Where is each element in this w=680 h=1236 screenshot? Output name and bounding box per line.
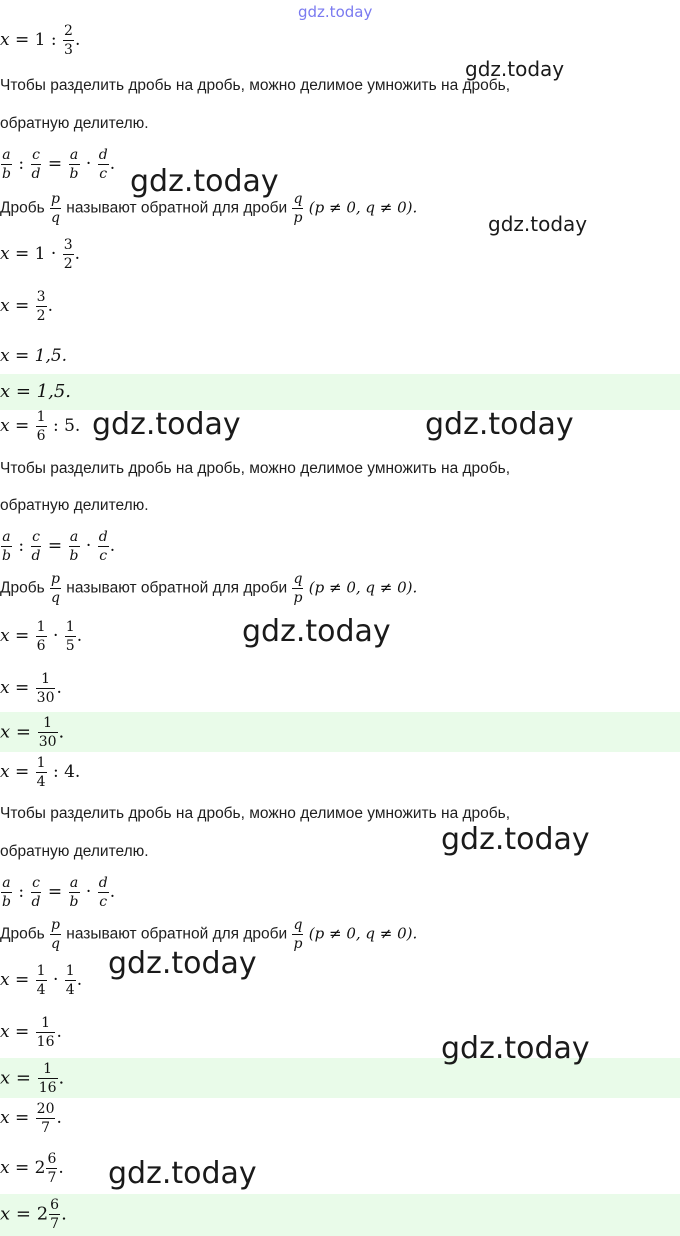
watermark: gdz.today — [441, 1031, 590, 1066]
equation-step: x = $\frac{1}{16}$ . — [0, 1015, 62, 1050]
rule-text: Чтобы разделить дробь на дробь, можно делимое умножить на дробь, — [0, 77, 511, 94]
equation-step: x = $\frac{1}{30}$ . — [0, 671, 62, 706]
fraction: $\frac{2}{3}$ — [64, 23, 73, 58]
rule-text: Чтобы разделить дробь на дробь, можно делимое умножить на дробь, — [0, 805, 511, 822]
answer: x = 1,5. — [0, 381, 72, 402]
equation-start: x = $\frac{1}{4}$ : 4. — [0, 755, 81, 790]
watermark: gdz.today — [108, 946, 257, 981]
watermark: gdz.today — [108, 1156, 257, 1191]
watermark: gdz.today — [130, 164, 279, 199]
watermark: gdz.today — [425, 407, 574, 442]
equation-step: x = $\frac{20}{7}$ . — [0, 1101, 62, 1136]
equation-step: x = 2 $\frac{6}{7}$ . — [0, 1151, 64, 1186]
answer-highlight — [0, 374, 680, 410]
watermark: gdz.today — [92, 407, 241, 442]
watermark: gdz.today — [441, 822, 590, 857]
division-formula: $\frac{a}{b}$ : $\frac{c}{d}$ = $\frac{a}{b}$ · $\frac{d}{c}$ . — [2, 529, 116, 564]
equation-step: x = $\frac{1}{4}$ · $\frac{1}{4}$ . — [0, 963, 83, 998]
answer-highlight — [0, 712, 680, 752]
watermark: gdz.today — [488, 212, 588, 236]
equation-result: x = 1,5. — [0, 346, 68, 366]
equation-start: x = 1 : $\frac{2}{3}$ . — [0, 23, 81, 58]
reciprocal-definition: Дробь $\frac{p}{q}$ называют обратной для дроби $\frac{q}{p}$ (p ≠ 0, q ≠ 0). — [0, 917, 418, 952]
equation-step: x = $\frac{1}{6}$ · $\frac{1}{5}$ . — [0, 619, 83, 654]
division-formula: $\frac{a}{b}$ : $\frac{c}{d}$ = $\frac{a}{b}$ · $\frac{d}{c}$ . — [2, 147, 116, 182]
equation-start: x = $\frac{1}{6}$ : 5. — [0, 409, 81, 444]
rule-text: Чтобы разделить дробь на дробь, можно делимое умножить на дробь, — [0, 460, 511, 477]
reciprocal-definition: Дробь $\frac{p}{q}$ называют обратной для дроби $\frac{q}{p}$ (p ≠ 0, q ≠ 0). — [0, 571, 418, 606]
equation-step: x = $\frac{3}{2}$ . — [0, 289, 53, 324]
rule-text: обратную делителю. — [0, 843, 149, 860]
watermark: gdz.today — [465, 57, 565, 81]
watermark: gdz.today — [298, 3, 373, 21]
equation-step: x = 1 · $\frac{3}{2}$ . — [0, 237, 81, 272]
division-formula: $\frac{a}{b}$ : $\frac{c}{d}$ = $\frac{a}{b}$ · $\frac{d}{c}$ . — [2, 875, 116, 910]
answer-highlight — [0, 1194, 680, 1236]
rule-text: обратную делителю. — [0, 115, 149, 132]
watermark: gdz.today — [242, 614, 391, 649]
answer: x = 2 $\frac{6}{7}$ . — [0, 1197, 67, 1232]
answer: x = $\frac{1}{30}$ . — [0, 715, 65, 750]
rule-text: обратную делителю. — [0, 497, 149, 514]
reciprocal-definition: Дробь $\frac{p}{q}$ называют обратной для дроби $\frac{q}{p}$ (p ≠ 0, q ≠ 0). — [0, 191, 418, 226]
answer: x = $\frac{1}{16}$ . — [0, 1061, 65, 1096]
